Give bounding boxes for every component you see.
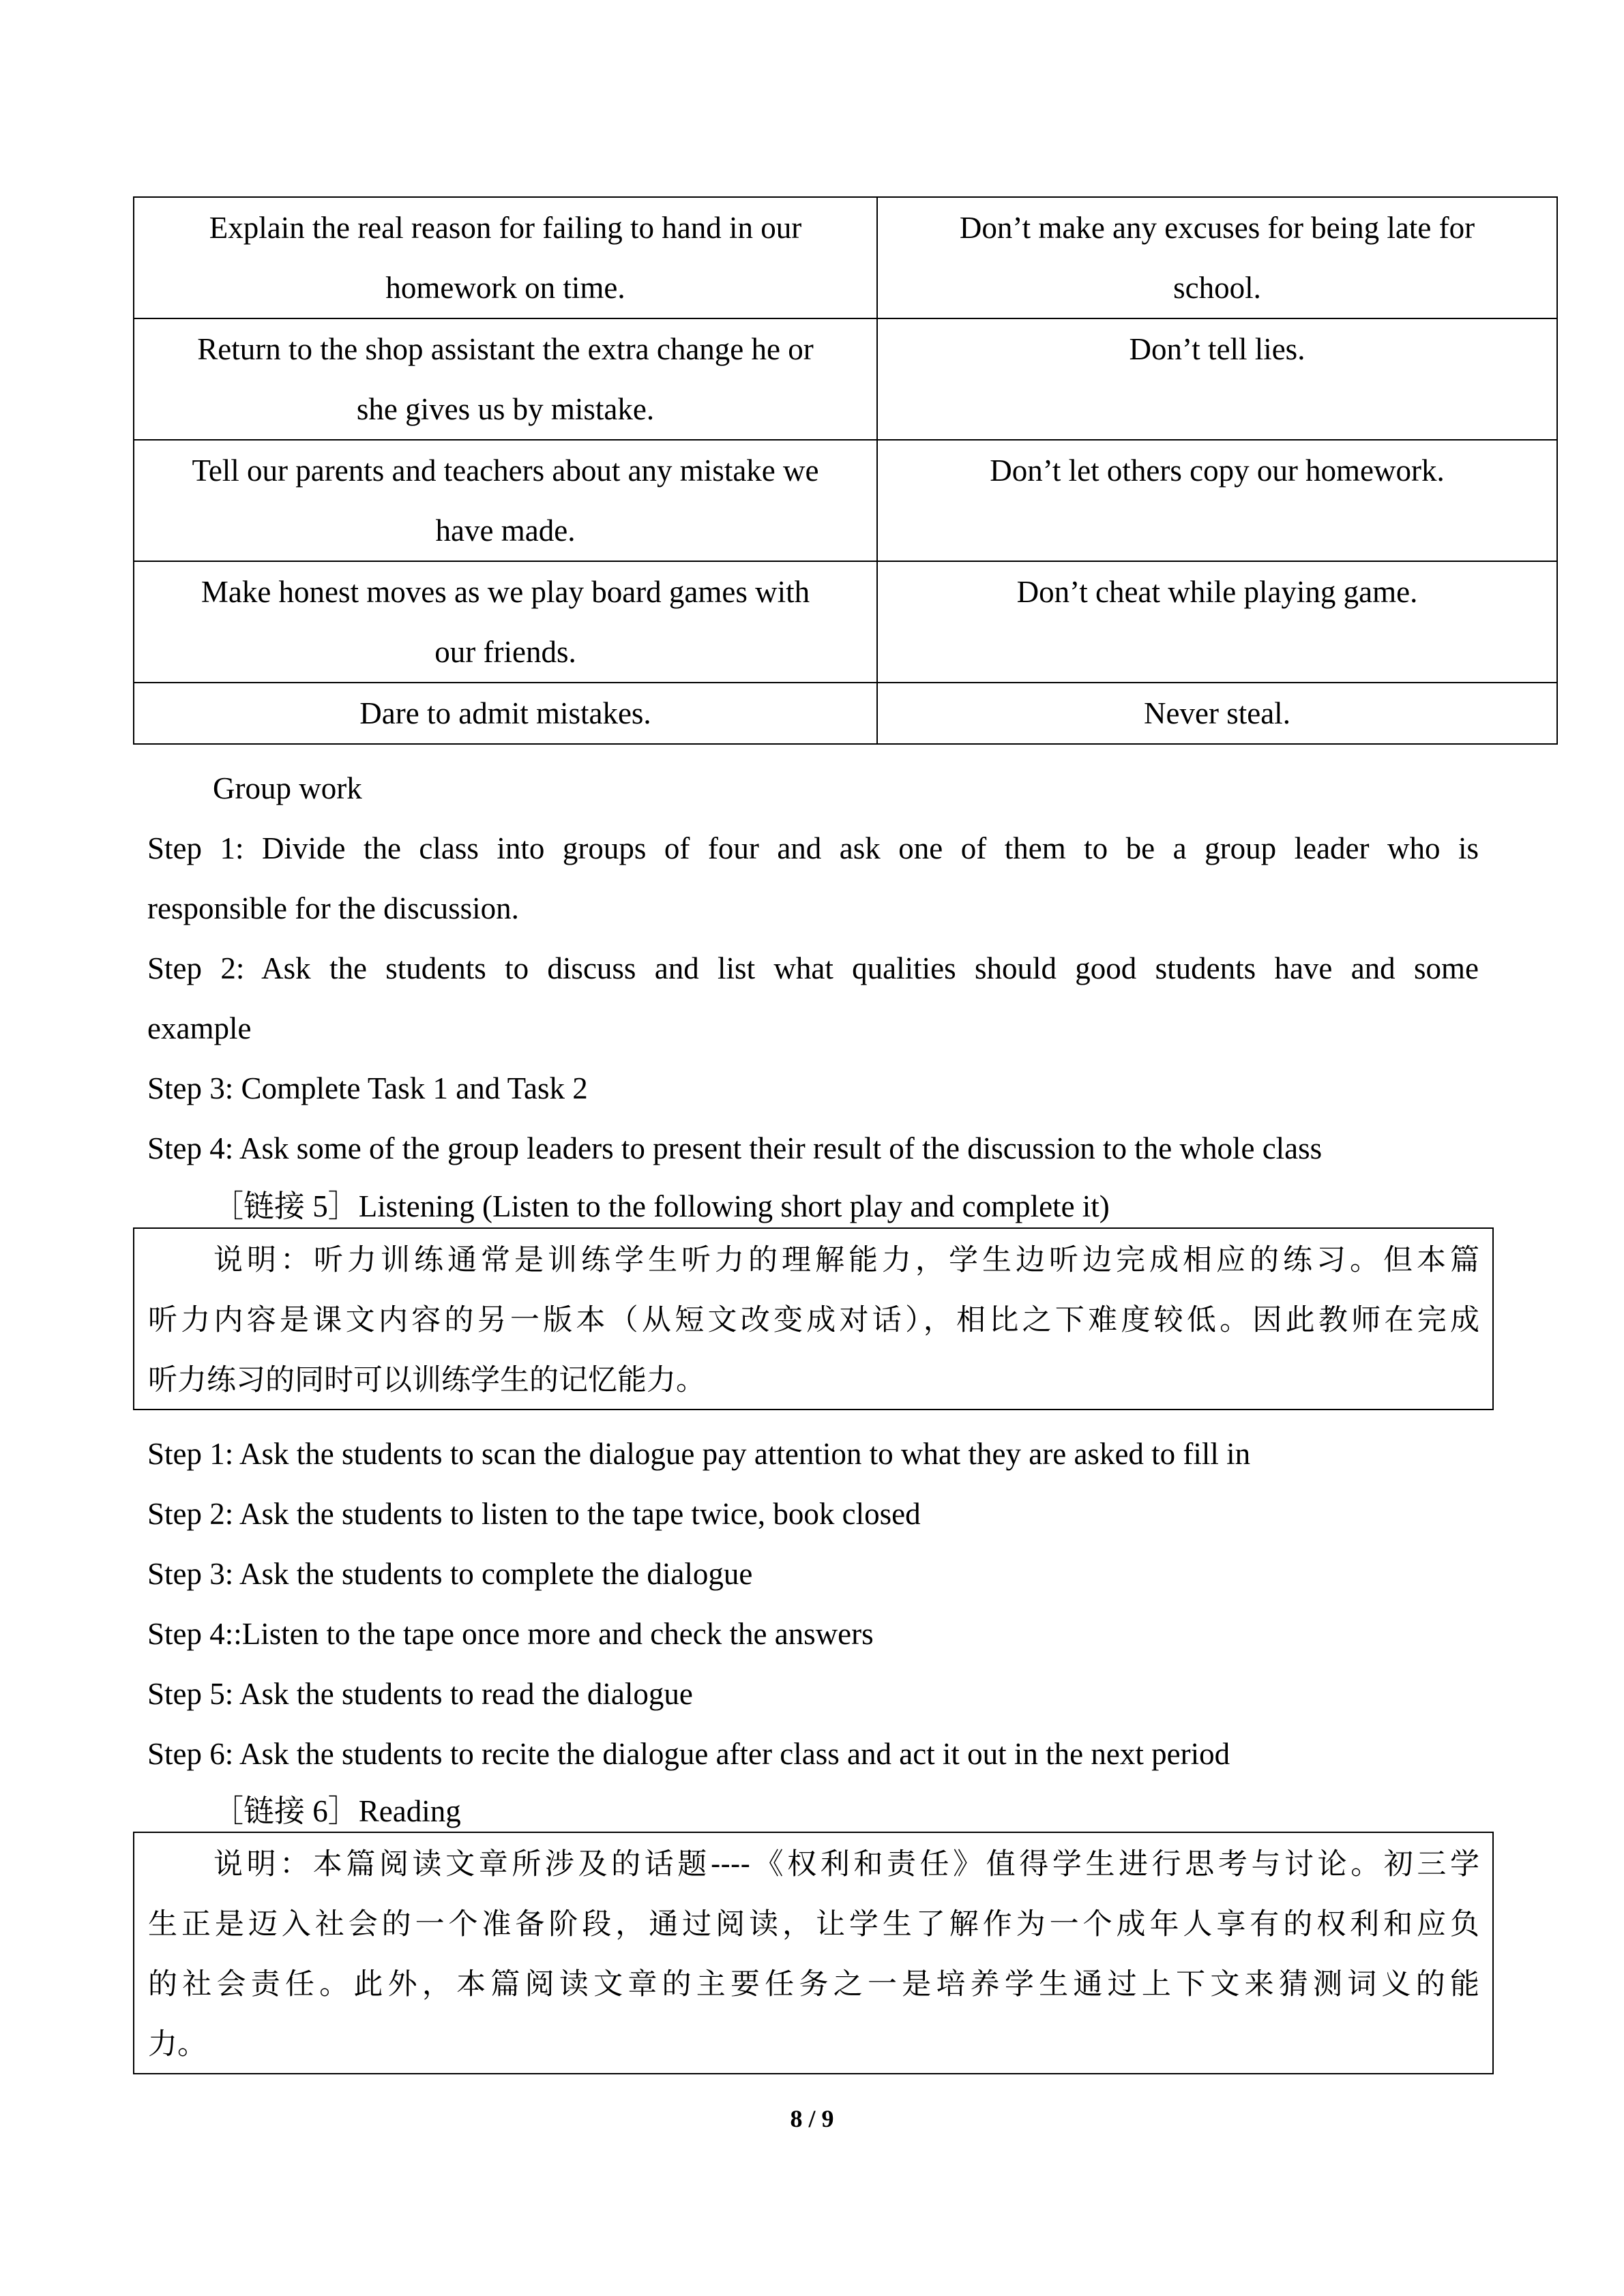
page-number: 8 / 9: [790, 2105, 834, 2132]
cell-line: Return to the shop assistant the extra change he or: [197, 332, 814, 366]
cell-line: school.: [1173, 271, 1261, 305]
honesty-table: [133, 196, 1558, 745]
step-text: Step 3: Ask the students to complete the dialogue: [147, 1557, 753, 1591]
note-line: 说明：听力训练通常是训练学生听力的理解能力，学生边听边完成相应的练习。但本篇: [213, 1243, 1479, 1277]
step-text: example: [147, 1011, 252, 1045]
note-line: 听力内容是课文内容的另一版本（从短文改变成对话），相比之下难度较低。因此教师在完成: [148, 1303, 1479, 1337]
table-cell: [134, 440, 877, 561]
cell-line: Don’t make any excuses for being late for: [959, 211, 1475, 245]
cell-line: have made.: [435, 513, 576, 548]
table-row: [134, 561, 1557, 683]
cell-line: Don’t let others copy our homework.: [990, 453, 1445, 488]
cell-line: Explain the real reason for failing to hand in our: [209, 211, 802, 245]
table-row: [134, 318, 1557, 440]
step-text: Step 1: Ask the students to scan the dialogue pay attention to what they are asked to fill in: [147, 1437, 1251, 1471]
table-cell: [134, 561, 877, 683]
cell-line: she gives us by mistake.: [356, 392, 655, 426]
group-work-heading: Group work: [213, 771, 362, 805]
note-line: 生正是迈入社会的一个准备阶段，通过阅读，让学生了解作为一个成年人享有的权利和应负: [148, 1907, 1479, 1941]
table-cell: [877, 197, 1557, 318]
cell-line: Dare to admit mistakes.: [359, 696, 651, 730]
note-line: 说明：本篇阅读文章所涉及的话题----《权利和责任》值得学生进行思考与讨论。初三学: [213, 1847, 1479, 1881]
step-text: Step 4::Listen to the tape once more and check the answers: [147, 1617, 874, 1651]
step-text: Step 1: Divide the class into groups of four and ask one of them to be a group leader who is: [147, 831, 1479, 865]
table-cell: [134, 318, 877, 440]
cell-line: Make honest moves as we play board games with: [201, 575, 810, 609]
step-text: Step 4: Ask some of the group leaders to present their result of the discussion to the whole class: [147, 1131, 1323, 1165]
note-line: 听力练习的同时可以训练学生的记忆能力。: [148, 1363, 705, 1397]
cell-line: homework on time.: [385, 271, 625, 305]
step-text: Step 2: Ask the students to listen to the tape twice, book closed: [147, 1497, 921, 1531]
listening-note-box: [133, 1227, 1494, 1410]
table-row: [134, 440, 1557, 561]
table-cell: [134, 197, 877, 318]
note-line: 力。: [148, 2027, 207, 2061]
step-text: Step 6: Ask the students to recite the dialogue after class and act it out in the next period: [147, 1737, 1230, 1771]
cell-line: Tell our parents and teachers about any mistake we: [192, 453, 819, 488]
note-line: 的社会责任。此外，本篇阅读文章的主要任务之一是培养学生通过上下文来猜测词义的能: [148, 1967, 1479, 2001]
cell-line: Don’t cheat while playing game.: [1016, 575, 1418, 609]
cell-line: Don’t tell lies.: [1129, 332, 1305, 366]
step-text: Step 2: Ask the students to discuss and list what qualities should good students have and some: [147, 951, 1479, 985]
table-cell: [877, 683, 1557, 744]
table-cell: [877, 318, 1557, 440]
table-cell: [877, 561, 1557, 683]
cell-line: Never steal.: [1144, 696, 1290, 730]
link5-heading: ［链接 5］Listening (Listen to the following short play and complete it): [213, 1189, 1110, 1223]
reading-note-box: [133, 1832, 1494, 2074]
link6-heading: ［链接 6］Reading: [213, 1794, 461, 1828]
table-cell: [877, 440, 1557, 561]
step-text: responsible for the discussion.: [147, 891, 519, 925]
table-row: [134, 683, 1557, 744]
table-row: [134, 197, 1557, 318]
step-text: Step 3: Complete Task 1 and Task 2: [147, 1071, 588, 1105]
table-cell: [134, 683, 877, 744]
cell-line: our friends.: [434, 635, 576, 669]
step-text: Step 5: Ask the students to read the dialogue: [147, 1677, 693, 1711]
